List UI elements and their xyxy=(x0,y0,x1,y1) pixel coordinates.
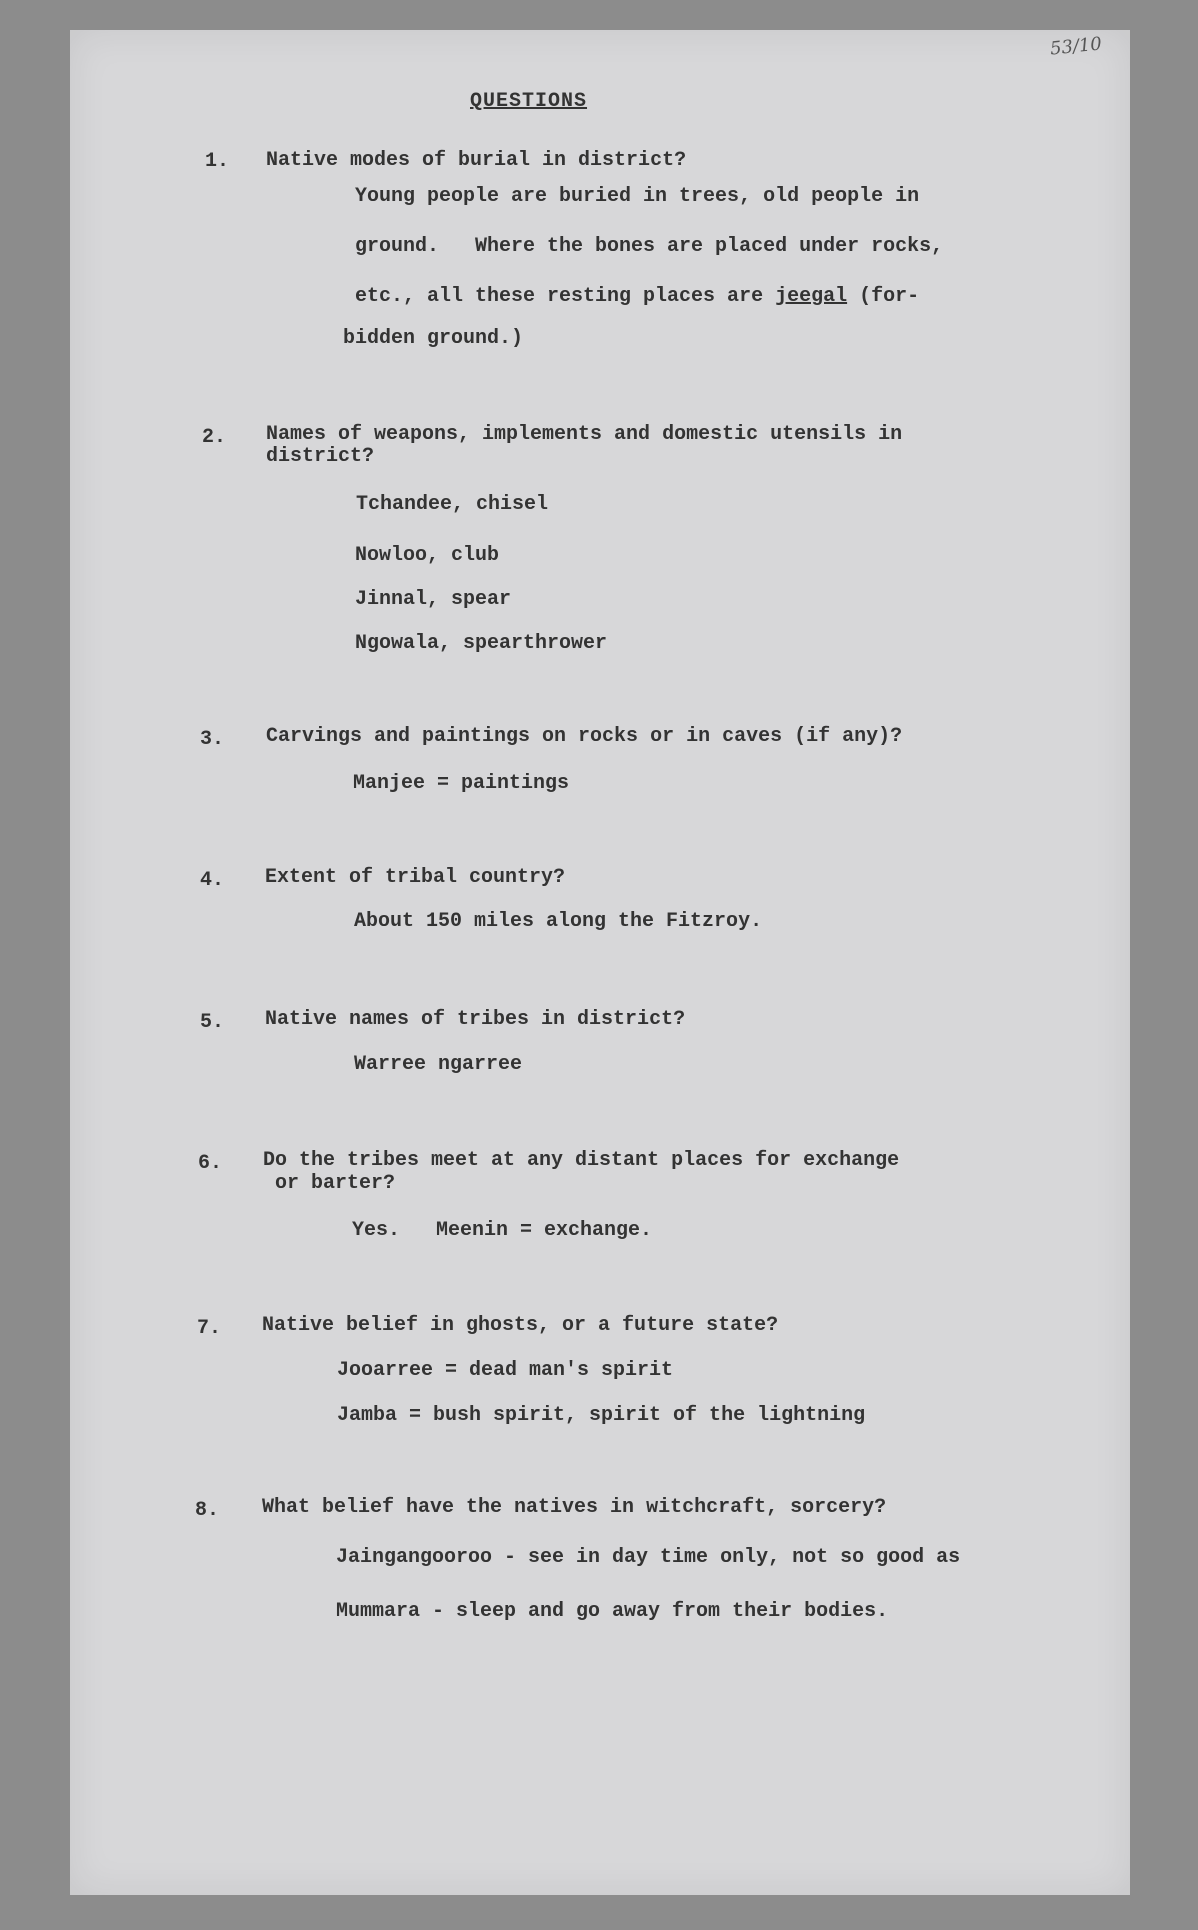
question-8-number: 8. xyxy=(195,1499,220,1522)
question-7-answer-1: Jooarree = dead man's spirit xyxy=(337,1359,674,1382)
question-7-text: Native belief in ghosts, or a future state? xyxy=(262,1314,779,1337)
question-2-answer-3: Jinnal, spear xyxy=(355,588,512,611)
question-1-text: Native modes of burial in district? xyxy=(266,149,687,172)
question-7-answer-2: Jamba = bush spirit, spirit of the lightning xyxy=(337,1404,866,1427)
folio-number: 53/10 xyxy=(1049,33,1103,60)
underlined-term-jeegal: jeegal xyxy=(775,285,848,308)
question-5-answer: Warree ngarree xyxy=(354,1053,523,1076)
question-2-answer-1: Tchandee, chisel xyxy=(356,493,549,516)
question-2-text-line-1: Names of weapons, implements and domestic utensils in xyxy=(266,423,903,446)
question-4-text: Extent of tribal country? xyxy=(265,866,566,889)
question-2-answer-2: Nowloo, club xyxy=(355,544,500,567)
question-3-text: Carvings and paintings on rocks or in caves (if any)? xyxy=(266,725,903,748)
question-2-number: 2. xyxy=(202,426,227,449)
question-4-answer: About 150 miles along the Fitzroy. xyxy=(354,910,763,933)
question-2-answer-4: Ngowala, spearthrower xyxy=(355,632,608,655)
question-6-text-line-1: Do the tribes meet at any distant places for exchange xyxy=(263,1149,900,1172)
question-6-answer: Yes. Meenin = exchange. xyxy=(352,1219,653,1242)
question-5-number: 5. xyxy=(200,1011,225,1034)
question-1-answer-line-3 xyxy=(355,285,919,308)
answer-line-3-end: (for- xyxy=(847,285,920,308)
page-heading: QUESTIONS xyxy=(470,90,588,113)
question-6-number: 6. xyxy=(198,1152,223,1175)
question-5-text: Native names of tribes in district? xyxy=(265,1008,686,1031)
question-1-answer-line-4: bidden ground.) xyxy=(343,327,524,350)
question-1-answer-line-1: Young people are buried in trees, old people in xyxy=(355,185,920,208)
question-7-number: 7. xyxy=(197,1317,222,1340)
question-8-answer-1: Jaingangooroo - see in day time only, not so good as xyxy=(336,1546,961,1569)
question-3-number: 3. xyxy=(200,728,225,751)
question-3-answer: Manjee = paintings xyxy=(353,772,570,795)
question-8-text: What belief have the natives in witchcraft, sorcery? xyxy=(262,1496,887,1519)
question-8-answer-2: Mummara - sleep and go away from their bodies. xyxy=(336,1600,889,1623)
answer-line-3-start: etc., all these resting places are xyxy=(355,285,776,308)
question-2-text-line-2: district? xyxy=(266,445,375,468)
question-4-number: 4. xyxy=(200,869,225,892)
question-6-text-line-2: or barter? xyxy=(263,1172,396,1195)
question-1-answer-line-2: ground. Where the bones are placed under rocks, xyxy=(355,235,944,258)
question-1-number: 1. xyxy=(205,150,230,173)
